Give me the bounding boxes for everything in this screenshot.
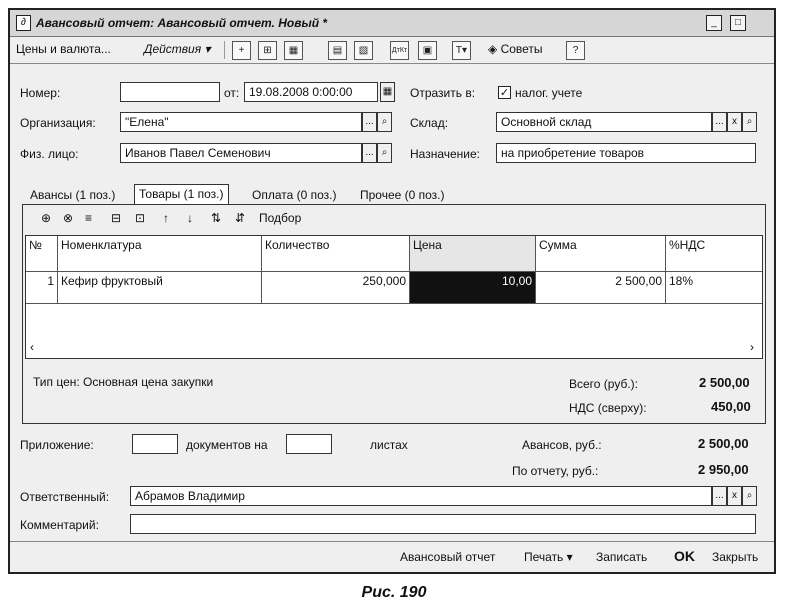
print-label: Печать bbox=[524, 550, 564, 564]
table-cell-number[interactable]: 1 bbox=[26, 272, 58, 304]
table-cell-item[interactable]: Кефир фруктовый bbox=[58, 272, 262, 304]
footer-bar bbox=[10, 541, 774, 572]
warehouse-label: Склад: bbox=[410, 116, 449, 130]
advice-button[interactable]: ◈ Советы bbox=[488, 42, 543, 56]
table-cell-vat[interactable]: 18% bbox=[666, 272, 762, 304]
title-bar bbox=[10, 10, 774, 37]
tab-payment[interactable]: Оплата (0 поз.) bbox=[252, 188, 337, 202]
warehouse-select-button[interactable]: ... bbox=[712, 112, 727, 132]
add-icon[interactable]: + bbox=[232, 41, 251, 60]
figure-caption: Рис. 190 bbox=[361, 584, 427, 601]
sort-desc-icon[interactable]: ⇵ bbox=[235, 211, 246, 225]
comment-input[interactable] bbox=[130, 514, 756, 534]
document-icon: ∂ bbox=[16, 15, 31, 31]
move-down-icon[interactable]: ↓ bbox=[187, 211, 193, 225]
copy-row-icon[interactable]: ⊗ bbox=[63, 211, 74, 225]
edit-row-icon[interactable]: ≡ bbox=[85, 211, 93, 225]
report-value: 2 950,00 bbox=[698, 462, 749, 477]
date-input[interactable]: 19.08.2008 0:00:00 bbox=[244, 82, 378, 102]
prices-currency-button[interactable]: Цены и валюта... bbox=[16, 42, 111, 56]
person-search-icon[interactable]: ⌕ bbox=[377, 143, 392, 163]
organization-label: Организация: bbox=[20, 116, 96, 130]
delete-row-icon[interactable]: ⊟ bbox=[111, 211, 122, 225]
responsible-clear-icon[interactable]: x bbox=[727, 486, 742, 506]
purpose-input[interactable]: на приобретение товаров bbox=[496, 143, 756, 163]
vat-value: 450,00 bbox=[711, 399, 751, 414]
print-preview-icon[interactable]: ▤ bbox=[328, 41, 347, 60]
minimize-icon[interactable]: _ bbox=[706, 15, 722, 31]
advances-value: 2 500,00 bbox=[698, 436, 749, 451]
toolbar-separator bbox=[224, 41, 225, 59]
number-input[interactable] bbox=[120, 82, 220, 102]
calendar-icon[interactable]: ▦ bbox=[380, 82, 395, 102]
report-label: По отчету, руб.: bbox=[512, 464, 599, 478]
print-menu[interactable]: Печать ▾ bbox=[524, 550, 573, 564]
actions-label: Действия bbox=[144, 42, 202, 56]
organization-input[interactable]: "Елена" bbox=[120, 112, 362, 132]
document-window bbox=[8, 8, 776, 574]
comment-label: Комментарий: bbox=[20, 518, 99, 532]
column-header-number[interactable]: № bbox=[26, 236, 58, 272]
actions-menu[interactable]: Действия ▾ bbox=[144, 42, 211, 56]
purpose-label: Назначение: bbox=[410, 147, 481, 161]
number-label: Номер: bbox=[20, 86, 61, 100]
sort-asc-icon[interactable]: ⇅ bbox=[211, 211, 222, 225]
warehouse-clear-icon[interactable]: x bbox=[727, 112, 742, 132]
move-up-icon[interactable]: ↑ bbox=[163, 211, 169, 225]
maximize-icon[interactable]: □ bbox=[730, 15, 746, 31]
column-header-quantity[interactable]: Количество bbox=[262, 236, 410, 272]
attachment-label: Приложение: bbox=[20, 438, 94, 452]
structure-icon[interactable]: ▧ bbox=[354, 41, 373, 60]
tab-advances[interactable]: Авансы (1 поз.) bbox=[30, 188, 116, 202]
documents-label: документов на bbox=[186, 438, 268, 452]
column-header-vat[interactable]: %НДС bbox=[666, 236, 762, 272]
tax-accounting-checkbox[interactable]: ✓ bbox=[499, 87, 510, 99]
responsible-search-icon[interactable]: ⌕ bbox=[742, 486, 757, 506]
responsible-input[interactable]: Абрамов Владимир bbox=[130, 486, 712, 506]
window-title: Авансовый отчет: Авансовый отчет. Новый * bbox=[36, 16, 328, 30]
column-header-sum[interactable]: Сумма bbox=[536, 236, 666, 272]
vat-label: НДС (сверху): bbox=[569, 401, 647, 415]
help-icon[interactable]: ? bbox=[566, 41, 585, 60]
price-type-label[interactable]: Тип цен: Основная цена закупки bbox=[33, 375, 214, 389]
advice-label: Советы bbox=[500, 42, 543, 56]
date-from-label: от: bbox=[224, 86, 240, 100]
refresh-icon[interactable]: ▦ bbox=[284, 41, 303, 60]
report-icon[interactable]: ▣ bbox=[418, 41, 437, 60]
tax-accounting-label: налог. учете bbox=[515, 86, 583, 100]
ok-button[interactable]: OK bbox=[674, 548, 695, 564]
table-cell-quantity[interactable]: 250,000 bbox=[262, 272, 410, 304]
sheets-label: листах bbox=[370, 438, 408, 452]
tab-goods[interactable]: Товары (1 поз.) bbox=[134, 184, 229, 205]
advance-report-button[interactable]: Авансовый отчет bbox=[400, 550, 496, 564]
warehouse-search-icon[interactable]: ⌕ bbox=[742, 112, 757, 132]
organization-search-icon[interactable]: ⌕ bbox=[377, 112, 392, 132]
total-value: 2 500,00 bbox=[699, 375, 750, 390]
save-button[interactable]: Записать bbox=[596, 550, 648, 564]
person-label: Физ. лицо: bbox=[20, 147, 79, 161]
copy-icon[interactable]: ⊞ bbox=[258, 41, 277, 60]
scroll-right-icon[interactable]: › bbox=[750, 340, 754, 354]
column-header-item[interactable]: Номенклатура bbox=[58, 236, 262, 272]
tab-other[interactable]: Прочее (0 поз.) bbox=[360, 188, 445, 202]
total-label: Всего (руб.): bbox=[569, 377, 639, 391]
person-input[interactable]: Иванов Павел Семенович bbox=[120, 143, 362, 163]
table-cell-sum[interactable]: 2 500,00 bbox=[536, 272, 666, 304]
sheets-count-input[interactable] bbox=[286, 434, 332, 454]
warehouse-input[interactable]: Основной склад bbox=[496, 112, 712, 132]
reflect-label: Отразить в: bbox=[410, 86, 476, 100]
table-cell-price[interactable]: 10,00 bbox=[410, 272, 536, 304]
goods-tab-panel bbox=[22, 204, 766, 424]
add-row-icon[interactable]: ⊕ bbox=[41, 211, 52, 225]
close-button[interactable]: Закрыть bbox=[712, 550, 759, 564]
select-items-button[interactable]: Подбор bbox=[259, 211, 302, 225]
type-select-icon[interactable]: T▾ bbox=[452, 41, 471, 60]
organization-select-button[interactable]: ... bbox=[362, 112, 377, 132]
documents-count-input[interactable] bbox=[132, 434, 178, 454]
column-header-price[interactable]: Цена bbox=[410, 236, 536, 272]
main-toolbar bbox=[10, 37, 774, 64]
scroll-left-icon[interactable]: ‹ bbox=[30, 340, 34, 354]
person-select-button[interactable]: ... bbox=[362, 143, 377, 163]
postings-icon[interactable]: ДтКт bbox=[390, 41, 409, 60]
advances-label: Авансов, руб.: bbox=[522, 438, 602, 452]
goods-table bbox=[25, 235, 763, 359]
responsible-select-button[interactable]: ... bbox=[712, 486, 727, 506]
end-edit-icon[interactable]: ⊡ bbox=[135, 211, 146, 225]
responsible-label: Ответственный: bbox=[20, 490, 110, 504]
